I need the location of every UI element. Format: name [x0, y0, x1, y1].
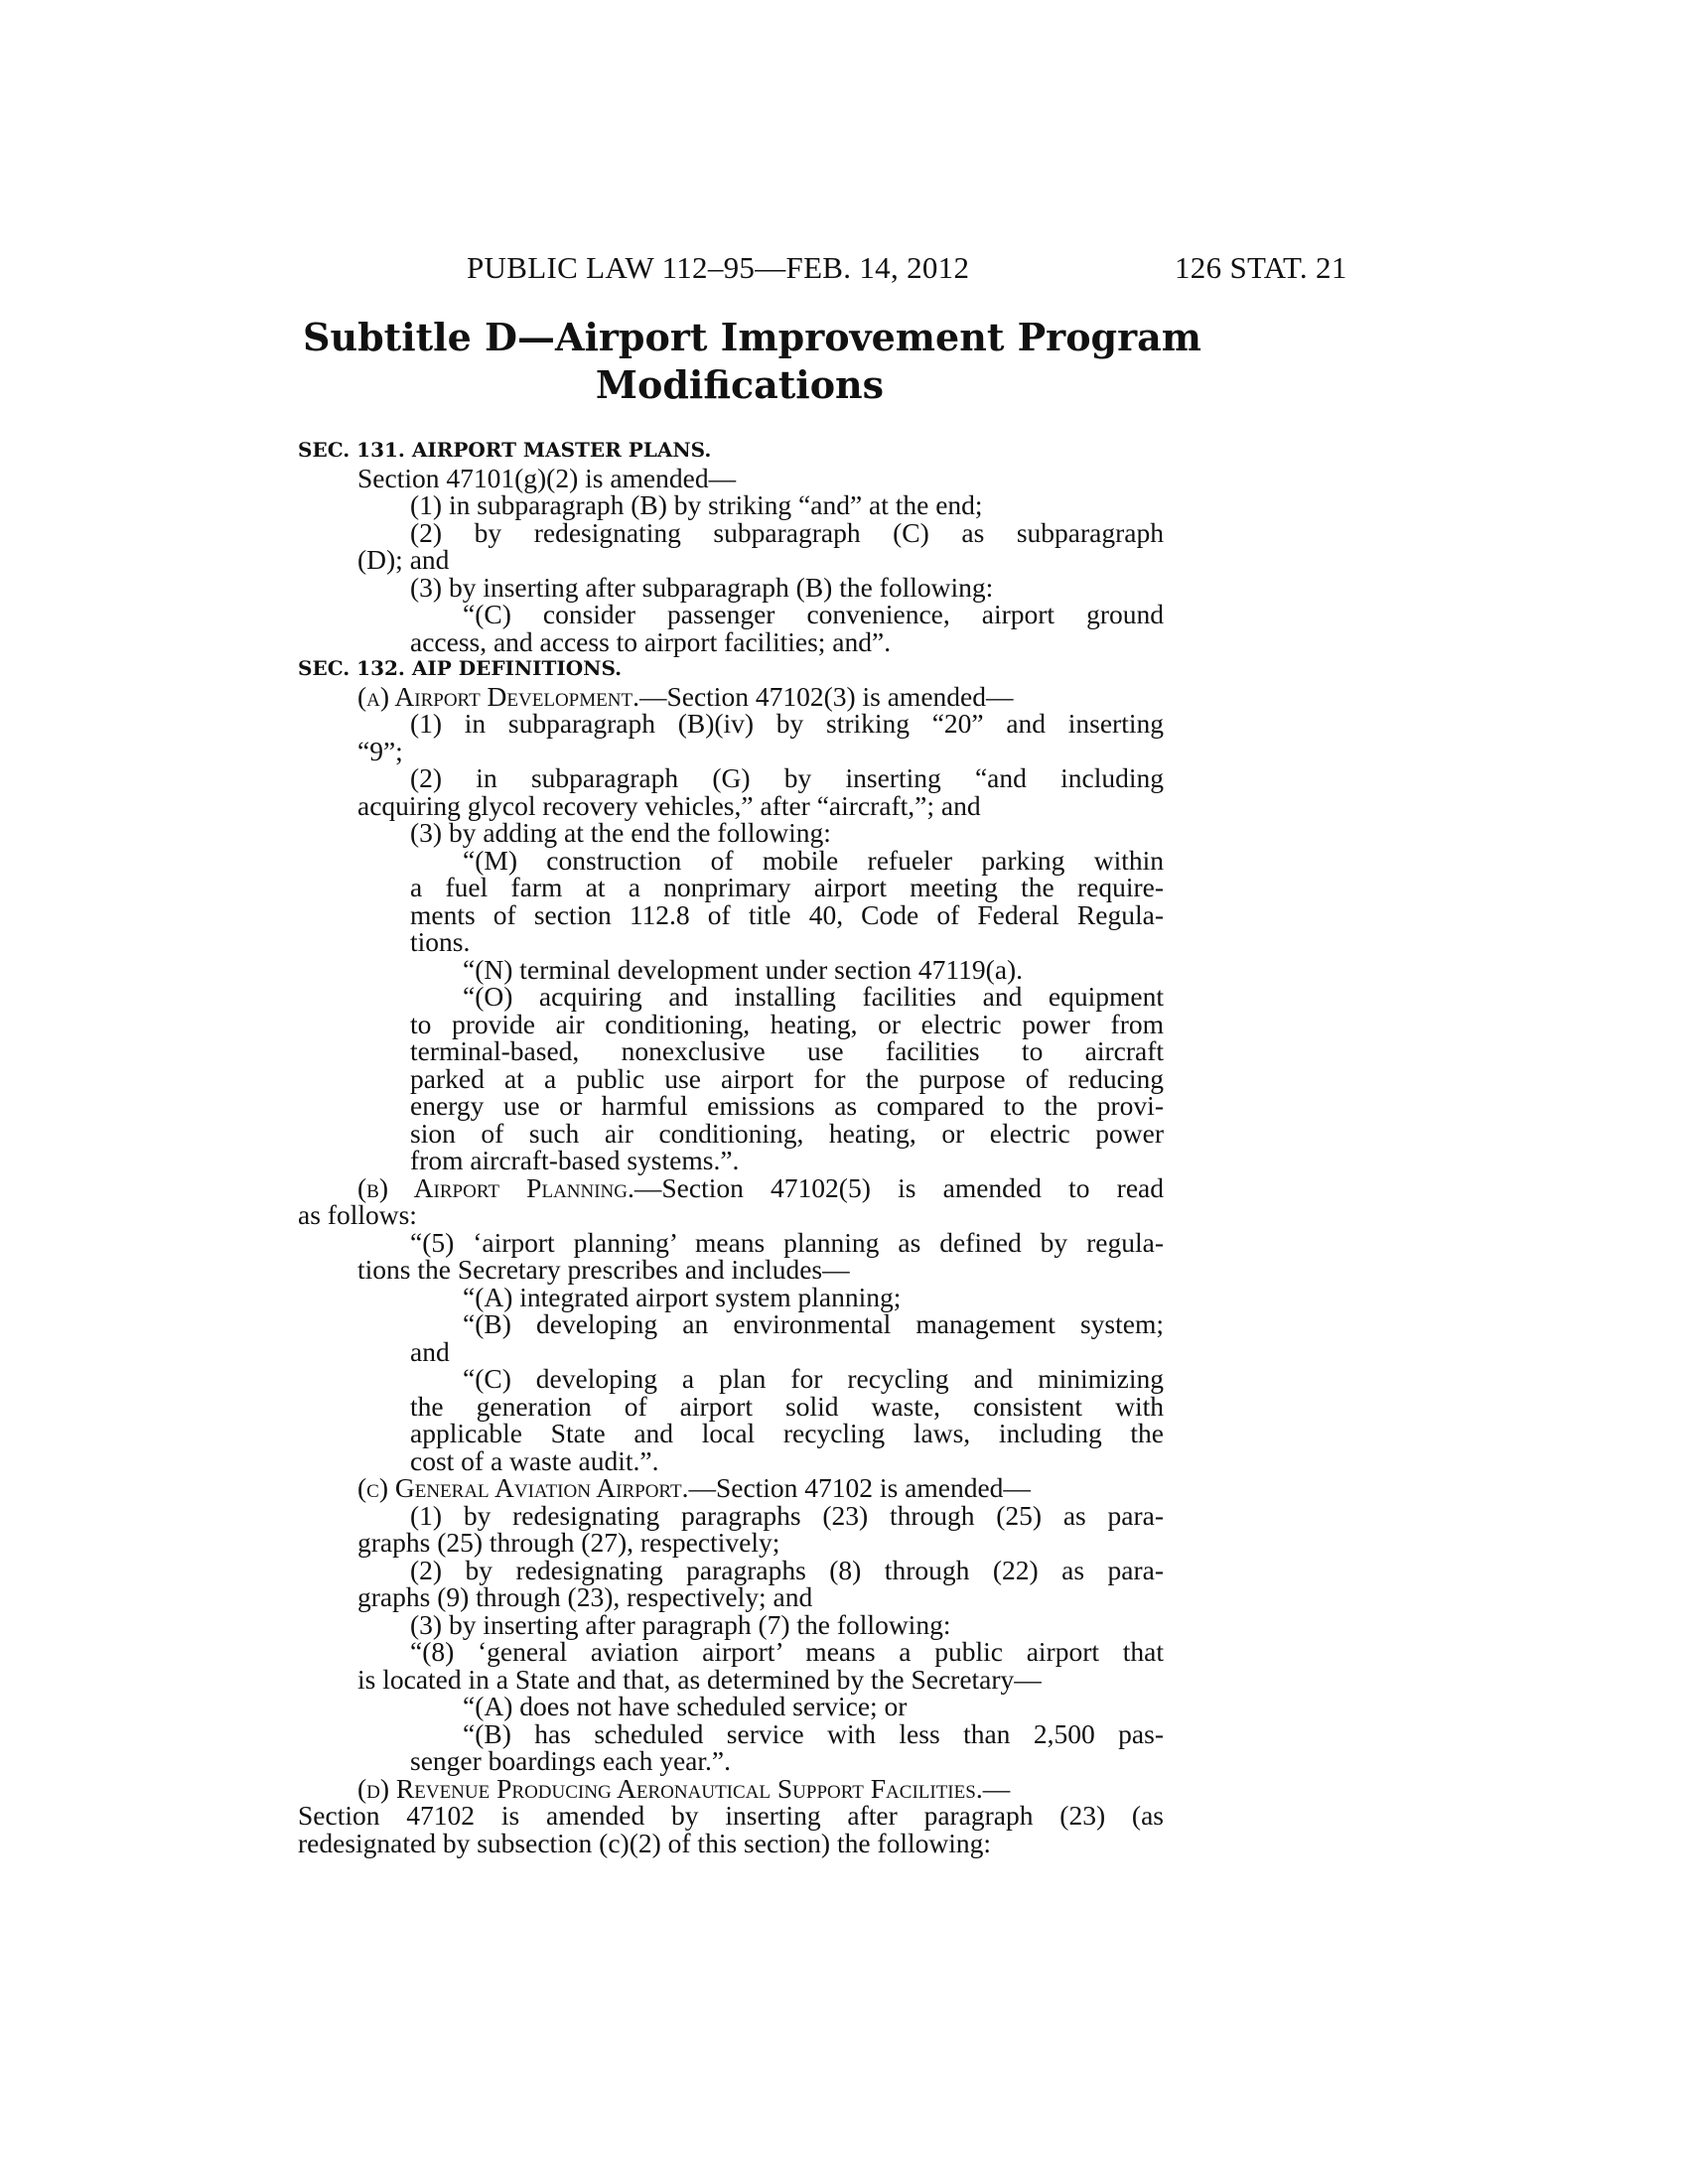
text-line: [298, 1554, 1164, 1585]
text-line: [298, 789, 1164, 821]
subsection-heading: (d) Revenue Producing Aeronautical Support Facilities: [357, 1772, 976, 1804]
text-line: [298, 1802, 1164, 1830]
line-text: (3) by inserting after subparagraph (B) the following:: [410, 571, 994, 603]
line-text: from aircraft-based systems.”.: [410, 1145, 740, 1175]
line-text: as follows:: [298, 1199, 417, 1230]
line-text: (1) in subparagraph (B)(iv) by striking “20” and inserting: [410, 708, 1164, 739]
text-line: [298, 1444, 1164, 1476]
line-text: access, and access to airport facilities; and”.: [410, 625, 892, 657]
text-line: [298, 1638, 1164, 1666]
text-line: [298, 1037, 1164, 1065]
line-text: graphs (25) through (27), respectively;: [357, 1527, 780, 1558]
text-line: [298, 571, 1164, 603]
line-text: (2) by redesignating paragraphs (8) through (22) as para-: [410, 1554, 1164, 1585]
text-line: [298, 1201, 1164, 1229]
line-text: “(B) developing an environmental management system;: [463, 1308, 1164, 1339]
subtitle-line-2: Modifications: [595, 362, 885, 407]
text-line: [298, 953, 1164, 985]
text-line: [298, 1117, 1164, 1149]
text-line: [298, 735, 1164, 766]
line-text: .—: [975, 1772, 1011, 1804]
text-line: [298, 601, 1164, 628]
text-line: [298, 546, 1164, 574]
running-head: PUBLIC LAW 112–95—FEB. 14, 2012: [467, 250, 970, 285]
line-text: (1) by redesignating paragraphs (23) through (25) as para-: [410, 1499, 1164, 1531]
text-line: [298, 898, 1164, 930]
text-line: [298, 710, 1164, 738]
section-heading: [298, 437, 1164, 465]
text-line: [298, 1693, 1164, 1720]
line-text: graphs (9) through (23), respectively; and: [357, 1581, 813, 1612]
text-line: [298, 1608, 1164, 1640]
subsection-heading: (c) General Aviation Airport: [357, 1472, 682, 1503]
line-text: terminal-based, nonexclusive use facilities to aircraft: [410, 1035, 1164, 1066]
line-text: .—Section 47102(5) is amended to read: [628, 1171, 1164, 1203]
line-text: acquiring glycol recovery vehicles,” after “aircraft,”; and: [357, 789, 981, 821]
text-line: [298, 1171, 1164, 1203]
text-line: [298, 764, 1164, 792]
body-text: [298, 437, 1164, 1856]
line-text: (2) in subparagraph (G) by inserting “and including: [410, 762, 1164, 793]
text-line: [298, 819, 1164, 847]
line-text: redesignated by subsection (c)(2) of this section) the following:: [298, 1827, 992, 1858]
line-text: senger boardings each year.”.: [410, 1745, 731, 1776]
text-line: [298, 1062, 1164, 1094]
text-line: [298, 1008, 1164, 1039]
line-text: “(N) terminal development under section 47119(a).: [463, 953, 1024, 985]
text-line: [298, 1747, 1164, 1775]
line-text: the generation of airport solid waste, consistent with: [410, 1390, 1164, 1422]
line-text: .—Section 47102 is amended—: [681, 1472, 1031, 1503]
line-text: Section 47102 is amended by inserting after paragraph (23) (as: [298, 1800, 1164, 1831]
text-line: [298, 1529, 1164, 1557]
line-text: (1) in subparagraph (B) by striking “and” at the end;: [410, 489, 983, 520]
section-heading: [298, 655, 1164, 683]
line-text: (3) by inserting after paragraph (7) the following:: [410, 1608, 951, 1640]
subsection-heading: (a) Airport Development: [357, 680, 633, 712]
line-text: (3) by adding at the end the following:: [410, 817, 831, 848]
subtitle-line-1: Subtitle D—Airport Improvement Program: [303, 315, 1201, 359]
line-text: .—Section 47102(3) is amended—: [633, 680, 1014, 712]
line-text: applicable State and local recycling laws, including the: [410, 1418, 1164, 1448]
text-line: [298, 1092, 1164, 1120]
line-text: tions the Secretary prescribes and includes—: [357, 1254, 850, 1285]
line-text: parked at a public use airport for the purpose of reducing: [410, 1062, 1164, 1094]
line-text: “(A) integrated airport system planning;: [463, 1281, 902, 1312]
text-line: [298, 874, 1164, 901]
line-text: is located in a State and that, as determined by the Secretary—: [357, 1663, 1042, 1695]
text-line: [298, 983, 1164, 1011]
line-text: (D); and: [357, 544, 450, 575]
line-text: “(C) developing a plan for recycling and minimizing: [463, 1363, 1164, 1394]
text-line: [298, 1310, 1164, 1338]
text-line: [298, 1390, 1164, 1422]
line-text: “9”;: [357, 735, 403, 766]
text-line: [298, 1474, 1164, 1502]
text-line: [298, 1499, 1164, 1531]
page-number: 126 STAT. 21: [1175, 250, 1347, 285]
text-line: [298, 1583, 1164, 1611]
line-text: energy use or harmful emissions as compared to the provi-: [410, 1090, 1164, 1121]
text-line: [298, 1663, 1164, 1695]
text-line: [298, 844, 1164, 876]
text-line: [298, 625, 1164, 657]
text-line: [298, 1281, 1164, 1312]
text-line: [298, 1420, 1164, 1447]
text-line: [298, 462, 1164, 493]
text-line: [298, 1772, 1164, 1804]
text-line: [298, 680, 1164, 712]
text-line: [298, 1335, 1164, 1367]
subtitle-heading: [303, 314, 1201, 409]
text-line: [298, 1256, 1164, 1284]
line-text: “(5) ‘airport planning’ means planning as defined by regula-: [410, 1226, 1164, 1258]
line-text: SEC. 131. AIRPORT MASTER PLANS.: [298, 438, 712, 462]
text-line: [298, 491, 1164, 519]
line-text: and: [410, 1335, 450, 1367]
line-text: (2) by redesignating subparagraph (C) as subparagraph: [410, 516, 1164, 548]
line-text: to provide air conditioning, heating, or electric power from: [410, 1008, 1164, 1039]
subsection-heading: (b) Airport Planning: [357, 1171, 628, 1203]
line-text: “(8) ‘general aviation airport’ means a public airport that: [410, 1636, 1164, 1667]
line-text: Section 47101(g)(2) is amended—: [357, 462, 737, 493]
line-text: cost of a waste audit.”.: [410, 1444, 659, 1476]
line-text: sion of such air conditioning, heating, or electric power: [410, 1117, 1164, 1149]
line-text: “(O) acquiring and installing facilities and equipment: [463, 981, 1164, 1012]
line-text: “(C) consider passenger convenience, airport ground: [463, 599, 1164, 629]
line-text: a fuel farm at a nonprimary airport meeting the require-: [410, 872, 1164, 902]
text-line: [298, 1365, 1164, 1393]
line-text: “(B) has scheduled service with less than 2,500 pas-: [463, 1717, 1164, 1749]
text-line: [298, 516, 1164, 548]
text-line: [298, 1827, 1164, 1858]
text-line: [298, 928, 1164, 956]
line-text: SEC. 132. AIP DEFINITIONS.: [298, 656, 623, 680]
line-text: “(A) does not have scheduled service; or: [463, 1691, 908, 1721]
text-line: [298, 1717, 1164, 1749]
line-text: ments of section 112.8 of title 40, Code of Federal Regula-: [410, 898, 1164, 930]
line-text: tions.: [410, 926, 471, 957]
text-line: [298, 1226, 1164, 1258]
line-text: “(M) construction of mobile refueler parking within: [463, 844, 1164, 876]
text-line: [298, 1147, 1164, 1174]
